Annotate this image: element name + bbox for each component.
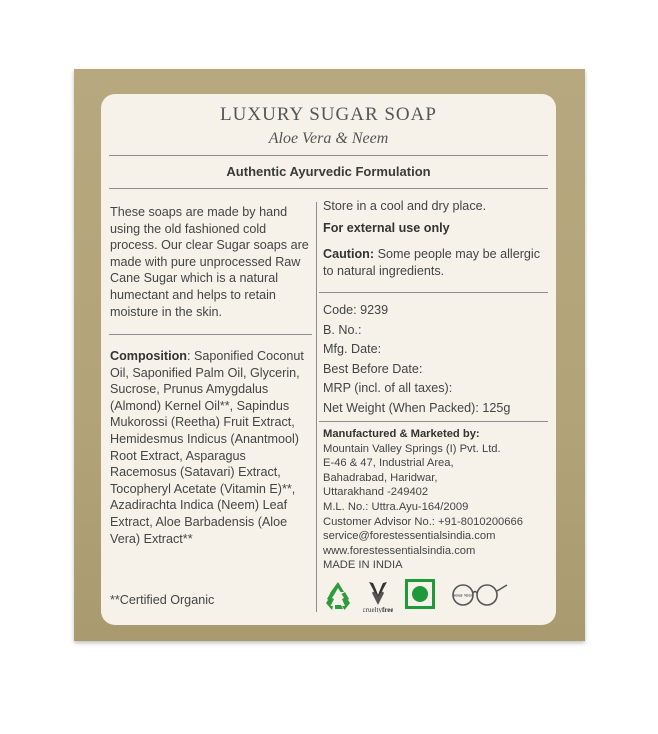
manufacturer-block xyxy=(323,427,551,573)
product-details xyxy=(323,301,551,418)
cruelty-label: cruelty xyxy=(363,606,382,613)
detail-line: MRP (incl. of all taxes): xyxy=(323,381,453,395)
detail-line: Mfg. Date: xyxy=(323,342,382,356)
manufacturer-line: Customer Advisor No.: +91-8010200666 xyxy=(323,515,523,528)
manufacturer-line: service@forestessentialsindia.com xyxy=(323,530,496,543)
swachh-label: स्वच्छ भारत xyxy=(453,594,473,599)
product-title: LUXURY SUGAR SOAP xyxy=(220,104,437,125)
divider xyxy=(109,334,312,335)
manufacturer-line: Uttarakhand -249402 xyxy=(323,486,429,499)
divider xyxy=(109,155,548,156)
manufacturer-line: E-46 & 47, Industrial Area, xyxy=(323,457,454,470)
divider xyxy=(319,292,548,293)
composition xyxy=(110,348,310,547)
external-use-note: For external use only xyxy=(323,221,450,235)
storage-instruction: Store in a cool and dry place. xyxy=(323,199,487,213)
manufacturer-heading: Manufactured & Marketed by: xyxy=(323,428,480,440)
caution-note xyxy=(323,246,551,279)
svg-text:crueltyfree xyxy=(363,606,393,613)
column-divider xyxy=(316,202,317,612)
composition-text: : Saponified Coconut Oil, Saponified Palm Oil, Glycerin, Sucrose, Prunus Amygdalus (Almond) Kernel Oil**, Sapindus Mukorossi (Reetha) Fruit Extract, Hemidesmus Indicus (Anantmool) Root Extract, Asparagus Racemosus (Satavari) Extract, Tocopheryl Acetate (Vitamin E)**, Azadirachta Indica (Neem) Leaf Extract, Aloe Barbadensis (Aloe Vera) Extract** xyxy=(110,349,304,546)
description: These soaps are made by hand using the old fashioned cold process. Our clear Sugar soaps are made with pure unprocessed Raw Cane Sugar which is a natural humectant and helps to retain moisture in the skin. xyxy=(110,205,309,319)
manufacturer-line: MADE IN INDIA xyxy=(323,559,403,572)
certification-icons xyxy=(321,579,551,613)
free-label: free xyxy=(381,606,393,613)
divider xyxy=(109,188,548,189)
recycle-icon xyxy=(321,579,355,613)
detail-line: Code: 9239 xyxy=(323,303,389,317)
caution-label: Caution: xyxy=(323,247,375,261)
swachh-bharat-icon xyxy=(445,579,509,609)
veg-mark-icon xyxy=(405,579,435,609)
detail-line: Net Weight (When Packed): 125g xyxy=(323,400,511,415)
tagline: Authentic Ayurvedic Formulation xyxy=(226,164,431,179)
product-label xyxy=(101,94,556,625)
detail-line: Best Before Date: xyxy=(323,361,423,376)
manufacturer-line: Mountain Valley Springs (I) Pvt. Ltd. xyxy=(323,442,501,455)
composition-label: Composition xyxy=(110,349,187,363)
cruelty-free-icon xyxy=(363,579,393,613)
certified-organic-note: **Certified Organic xyxy=(110,593,215,607)
detail-line: B. No.: xyxy=(323,322,362,337)
manufacturer-line: M.L. No.: Uttra.Ayu-164/2009 xyxy=(323,500,469,513)
manufacturer-line: Bahadrabad, Haridwar, xyxy=(323,471,438,484)
divider xyxy=(319,421,548,422)
caution-text: Some people may be allergic to natural ingredients. xyxy=(323,247,540,278)
manufacturer-line: www.forestessentialsindia.com xyxy=(323,544,476,557)
product-subtitle: Aloe Vera & Neem xyxy=(268,130,389,147)
